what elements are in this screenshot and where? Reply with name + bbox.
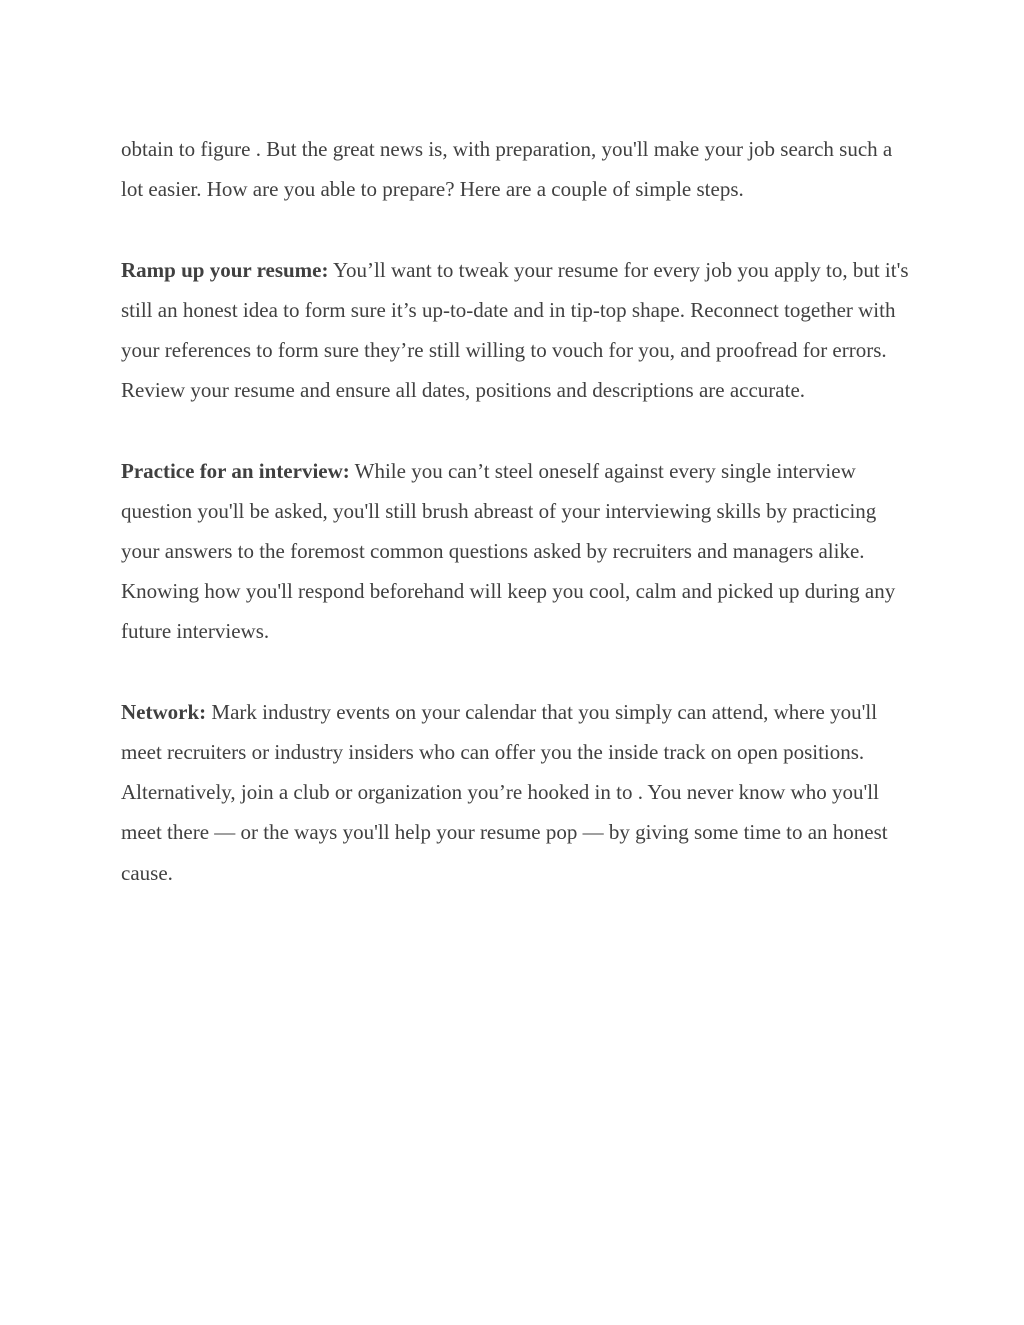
paragraph-interview [121, 451, 911, 652]
paragraph-network-heading: Network: [121, 699, 207, 724]
paragraph-intro [121, 129, 911, 209]
paragraph-intro-body: obtain to figure . But the great news is, with preparation, you'll make your job search such a lot easier. How are you able to prepare? Here are a couple of simple steps. [121, 137, 893, 202]
paragraph-network-body: Mark industry events on your calendar that you simply can attend, where you'll meet recruiters or industry insiders who can offer you the inside track on open positions. Alternatively, join a club or organization you’re hooked in to . You never know who you'll meet there — or the ways you'll help your resume pop — by giving some time to an honest cause. [121, 699, 888, 885]
paragraph-resume-heading: Ramp up your resume: [121, 257, 329, 282]
paragraph-resume [121, 250, 911, 411]
paragraph-network [121, 692, 911, 893]
text-column [121, 129, 911, 933]
paragraph-interview-body: While you can’t steel oneself against every single interview question you'll be asked, you'll still brush abreast of your interviewing skills by practicing your answers to the foremost common questions asked by recruiters and managers alike. Knowing how you'll respond beforehand will keep you cool, calm and picked up during any future interviews. [121, 458, 896, 644]
paragraph-interview-heading: Practice for an interview: [121, 458, 350, 483]
paragraph-resume-body: You’ll want to tweak your resume for every job you apply to, but it's still an honest idea to form sure it’s up-to-date and in tip-top shape. Reconnect together with your references to form sure they’re still willing to vouch for you, and proofread for errors. Review your resume and ensure all dates, positions and descriptions are accurate. [121, 257, 909, 403]
